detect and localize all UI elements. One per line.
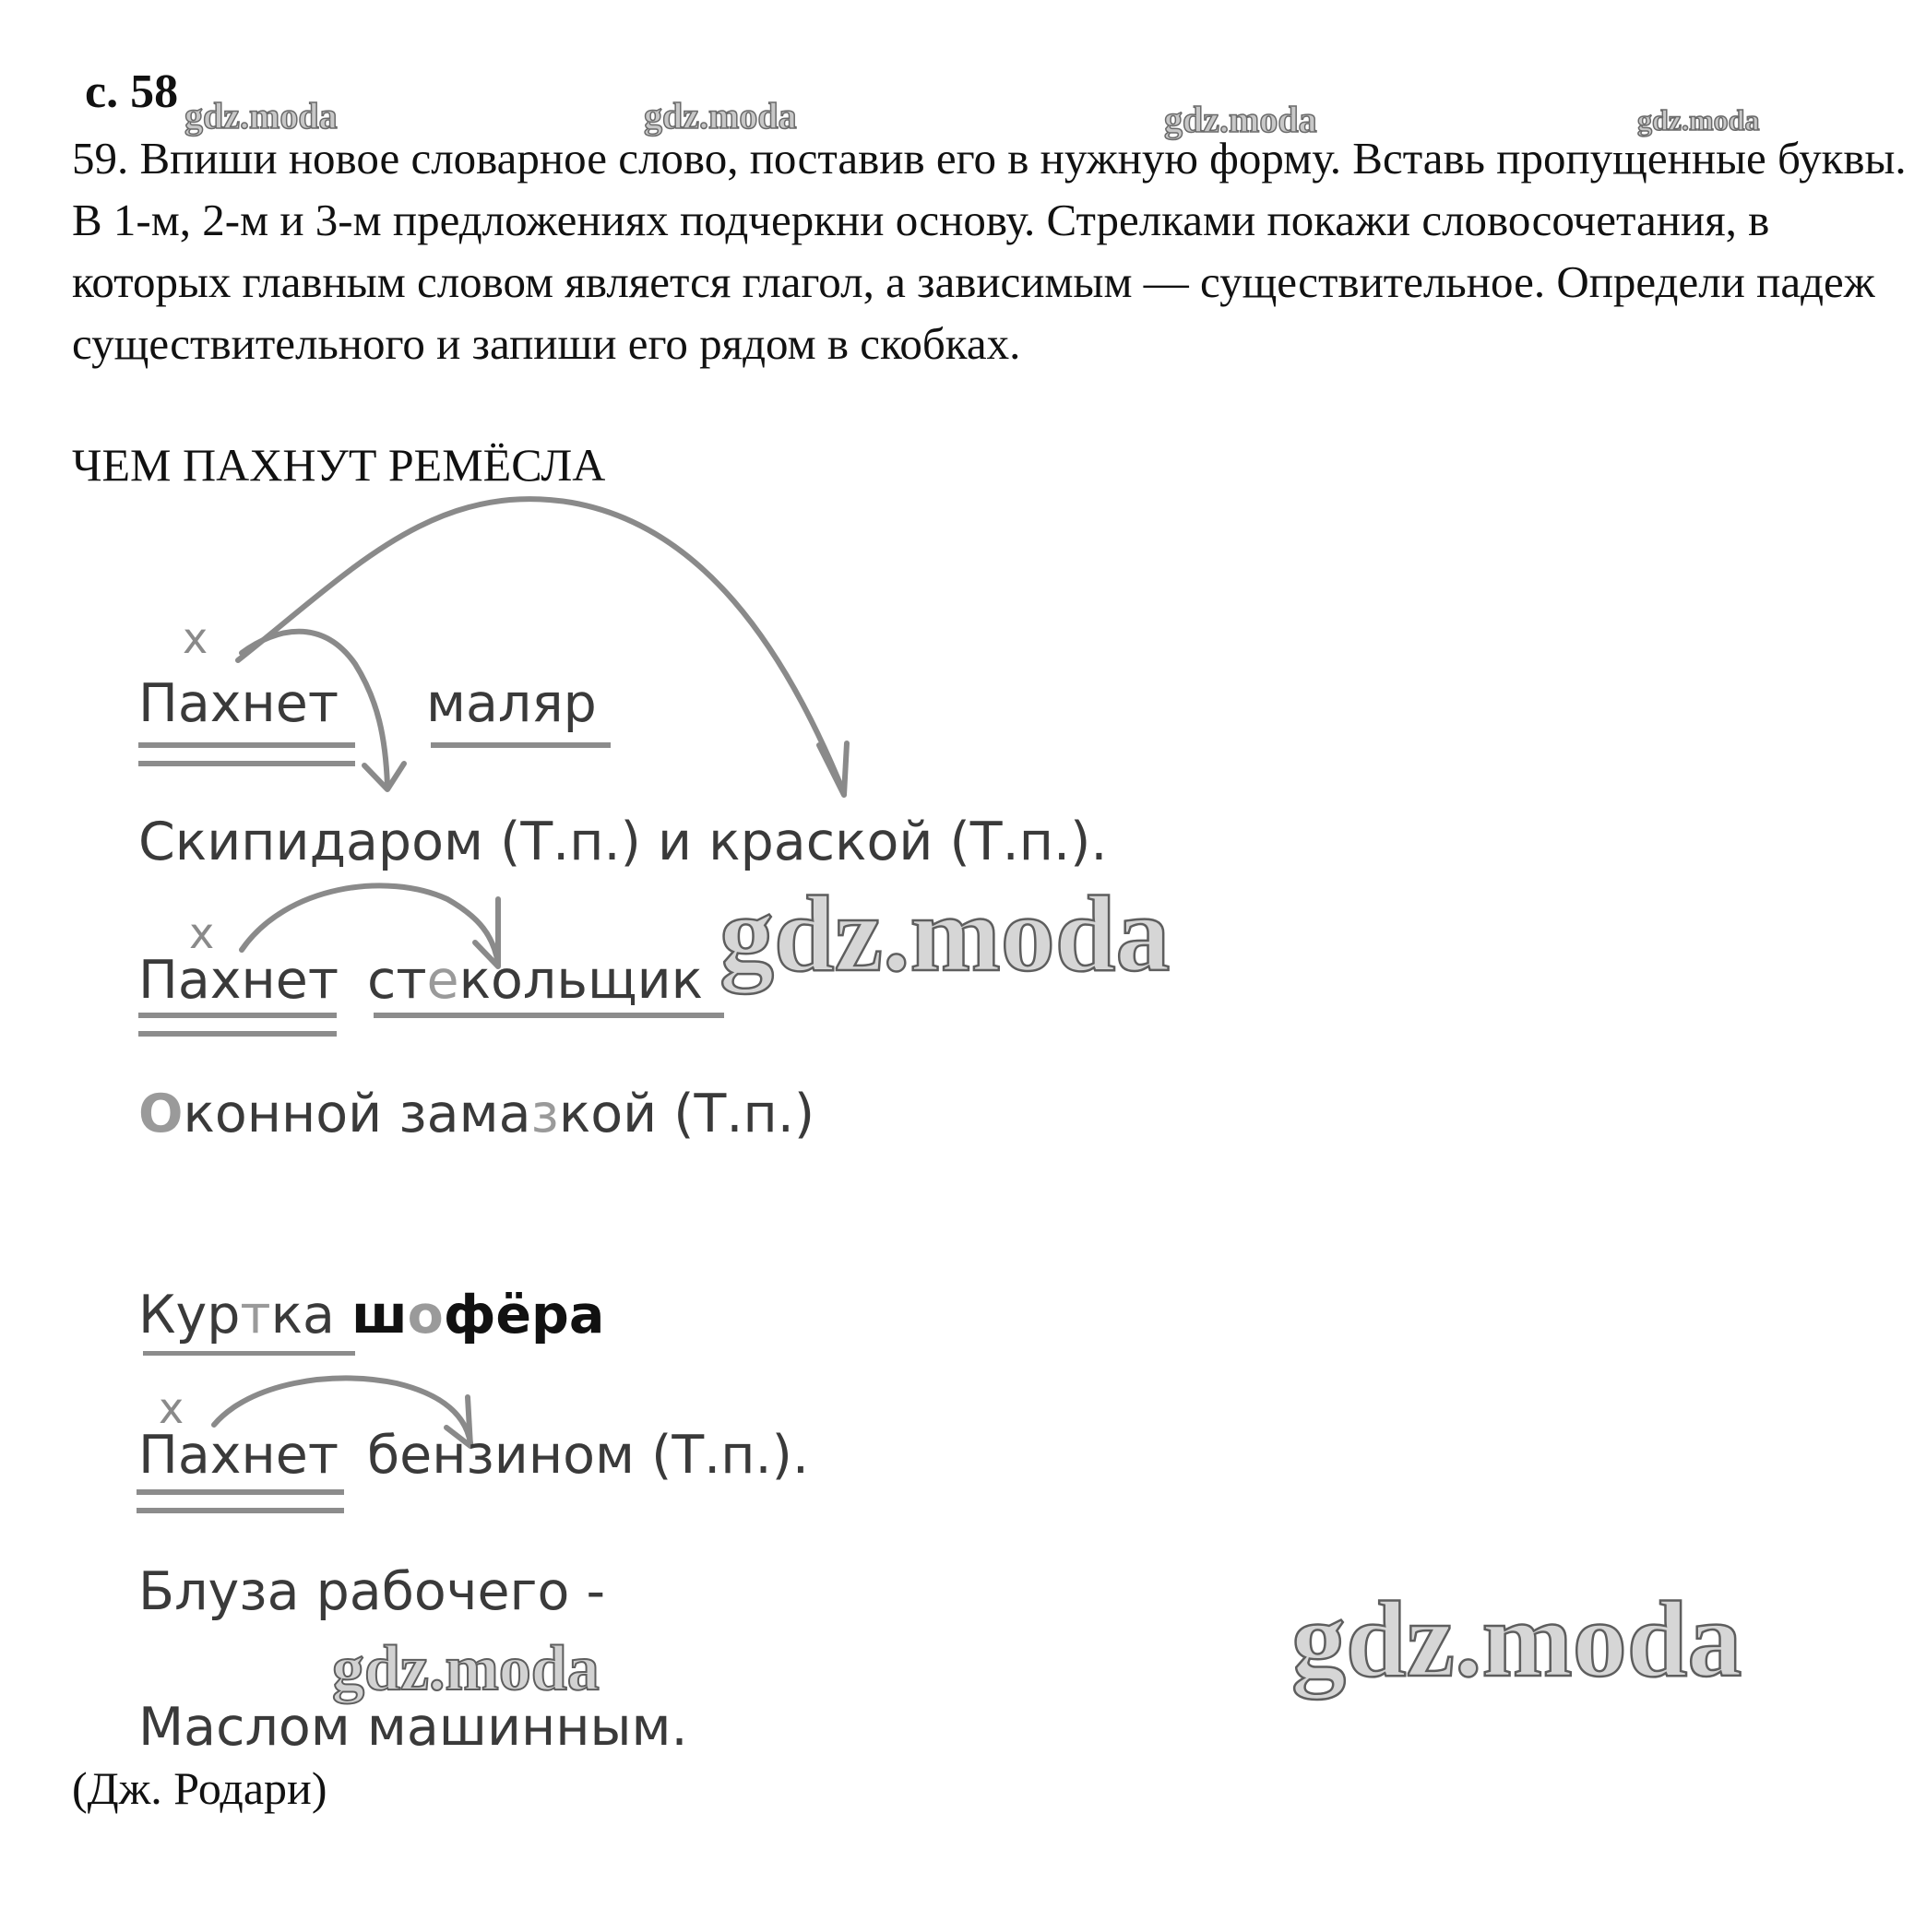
word-part: ст (367, 950, 427, 1011)
arrowhead-kraskoi (819, 743, 847, 795)
underline-subject (143, 1351, 355, 1356)
arrow-pakhnet-kraskoi (238, 499, 844, 793)
predicate-marker: х (159, 1383, 184, 1433)
poem-author: (Дж. Родари) (72, 1762, 327, 1814)
underline-subject (431, 742, 611, 748)
word-part: ка (270, 1285, 335, 1345)
underline-predicate (137, 1489, 344, 1495)
page-number: с. 58 (85, 65, 179, 118)
predicate-marker: х (189, 908, 215, 958)
poem-line-4 (138, 1084, 814, 1144)
watermark: gdz.moda (332, 1633, 600, 1704)
poem-line-2: Скипидаром (Т.п.) и краской (Т.п.). (138, 812, 1108, 872)
word-part: Кур (138, 1285, 241, 1345)
poem-line-5 (138, 1285, 604, 1345)
underline-predicate-second (137, 1508, 344, 1513)
inserted-letter: з (530, 1084, 559, 1144)
word-part: конной зама (183, 1084, 531, 1144)
poem-line-6-word-1: Пахнет (138, 1425, 339, 1486)
watermark: gdz.moda (1291, 1579, 1742, 1700)
watermark: gdz.moda (1637, 103, 1760, 136)
inserted-letter: е (426, 950, 459, 1011)
word-part: кой (Т.п.) (558, 1084, 815, 1144)
inserted-letter: т (240, 1285, 271, 1345)
word-part: кольщик (458, 950, 704, 1011)
poem-line-8: Маслом машинным. (138, 1697, 688, 1758)
poem-line-6-word-2: бензином (Т.п.). (367, 1425, 810, 1486)
predicate-marker: х (183, 613, 208, 663)
poem-title: ЧЕМ ПАХНУТ РЕМЁСЛА (72, 439, 606, 491)
poem-line-1-word-1: Пахнет (138, 673, 339, 734)
poem-line-1-word-2: маляр (426, 673, 597, 734)
dictionary-word: шофёра (351, 1285, 605, 1345)
watermark: gdz.moda (184, 95, 338, 136)
watermark: gdz.moda (719, 873, 1171, 994)
poem-line-7: Блуза рабочего - (138, 1561, 606, 1622)
poem-line-3-word-2 (367, 950, 703, 1011)
task-instructions: 59. Впиши новое словарное слово, поставив его в нужную форму. Вставь пропущенные буквы. В 1-м, 2-м и 3-м предложениях подчеркни основу. Стрелками покажи словосочетания, в которых главным словом является глагол, а зависимым — существительное. Определи падеж существительного и запиши его рядом в скобках. (72, 133, 1907, 369)
watermark: gdz.moda (1164, 99, 1317, 140)
poem-line-3-word-1: Пахнет (138, 950, 339, 1011)
underline-predicate (138, 1013, 337, 1018)
underline-predicate-second (138, 1031, 337, 1037)
underline-subject (374, 1013, 724, 1018)
underline-predicate-second (138, 761, 355, 766)
inserted-letter: О (138, 1084, 184, 1144)
watermark: gdz.moda (644, 95, 797, 136)
underline-predicate (138, 742, 355, 748)
